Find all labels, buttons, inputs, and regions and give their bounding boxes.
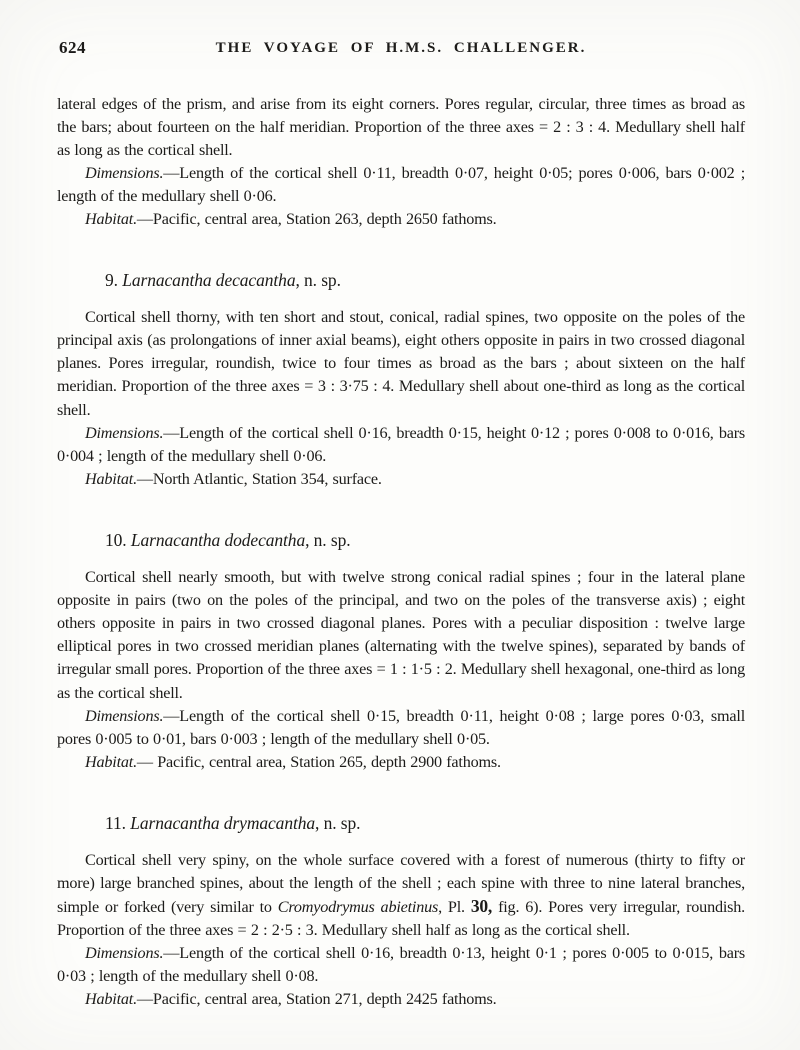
species-section-11 [57, 812, 745, 1011]
page-header [57, 38, 745, 62]
species-heading [105, 529, 745, 552]
dimensions-label: Dimensions. [85, 707, 164, 725]
species-suffix: , n. sp. [295, 270, 341, 290]
dimensions-text: —Length of the cortical shell 0·16, breadth 0·13, height 0·1 ; pores 0·005 to 0·015, bars 0·03 ; length of the medullary shell 0·08. [57, 944, 745, 985]
description-bold-text: 30, [470, 896, 493, 916]
habitat-paragraph [57, 988, 745, 1011]
dimensions-paragraph [57, 705, 745, 751]
page-body [57, 93, 745, 1011]
species-section-10 [57, 529, 745, 774]
continuation-section [57, 93, 745, 231]
species-number: 10. [105, 530, 131, 550]
habitat-label: Habitat. [85, 470, 137, 488]
dimensions-label: Dimensions. [85, 944, 164, 962]
running-title: THE VOYAGE OF H.M.S. CHALLENGER. [215, 40, 587, 56]
species-heading [105, 269, 745, 292]
habitat-label: Habitat. [85, 753, 137, 771]
species-description [57, 566, 745, 705]
habitat-text: —North Atlantic, Station 354, surface. [136, 470, 382, 488]
dimensions-text: —Length of the cortical shell 0·16, breadth 0·15, height 0·12 ; pores 0·008 to 0·016, bars 0·004 ; length of the medullary shell 0·06. [57, 424, 745, 465]
habitat-text: —Pacific, central area, Station 263, depth 2650 fathoms. [136, 210, 497, 228]
dimensions-label: Dimensions. [85, 164, 164, 182]
description-italic-text: Cromyodrymus abietinus [277, 898, 439, 916]
species-number: 9. [105, 270, 123, 290]
continuation-habitat-paragraph [57, 208, 745, 231]
dimensions-paragraph [57, 422, 745, 468]
habitat-paragraph [57, 751, 745, 774]
species-suffix: , n. sp. [305, 530, 351, 550]
description-text: , Pl. [438, 898, 471, 916]
page-number: 624 [59, 38, 86, 57]
description-text: Cortical shell very spiny, on the whole surface covered with a forest of numerous (thirty to fifty or more) large branched spines, about the length of the shell ; each spine with three to nine lateral branches, simple or forked (very similar to [57, 851, 745, 916]
species-description [57, 306, 745, 422]
species-name: Larnacantha drymacantha [130, 813, 316, 833]
species-name: Larnacantha dodecantha [130, 530, 306, 550]
dimensions-text: —Length of the cortical shell 0·11, breadth 0·07, height 0·05; pores 0·006, bars 0·002 ; length of the medullary shell 0·06. [57, 164, 745, 205]
dimensions-text: —Length of the cortical shell 0·15, breadth 0·11, height 0·08 ; large pores 0·03, small pores 0·005 to 0·01, bars 0·003 ; length of the medullary shell 0·05. [57, 707, 745, 748]
habitat-label: Habitat. [85, 990, 137, 1008]
species-number: 11. [105, 813, 131, 833]
dimensions-label: Dimensions. [85, 424, 164, 442]
continuation-dimensions-paragraph [57, 162, 745, 208]
species-description [57, 849, 745, 942]
habitat-paragraph [57, 468, 745, 491]
description-text: fig. 6). Pores very irregular, roundish. Proportion of the three axes = 2 : 2·5 : 3. Medullary shell half as long as the cortical shell. [57, 898, 745, 939]
species-suffix: , n. sp. [315, 813, 361, 833]
habitat-text: — Pacific, central area, Station 265, depth 2900 fathoms. [136, 753, 501, 771]
species-section-9 [57, 269, 745, 491]
habitat-text: —Pacific, central area, Station 271, depth 2425 fathoms. [136, 990, 497, 1008]
description-text: Cortical shell nearly smooth, but with twelve strong conical radial spines ; four in the lateral plane opposite in pairs (two on the poles of the principal, and two on the poles of the transverse axis) ; eight others opposite in pairs in two crossed diagonal planes. Pores with a peculiar disposition : twelve large elliptical pores in two crossed meridian planes (alternating with the twelve spines), separated by bands of irregular small pores. Proportion of the three axes = 1 : 1·5 : 2. Medullary shell hexagonal, one-third as long as the cortical shell. [57, 568, 745, 702]
habitat-label: Habitat. [85, 210, 137, 228]
species-heading [105, 812, 745, 835]
description-text: Cortical shell thorny, with ten short and stout, conical, radial spines, two opposite on the poles of the principal axis (as prolongations of inner axial beams), eight others opposite in pairs in two crossed diagonal planes. Pores irregular, roundish, twice to four times as broad as the bars ; about sixteen on the half meridian. Proportion of the three axes = 3 : 3·75 : 4. Medullary shell about one-third as long as the cortical shell. [57, 308, 745, 419]
species-name: Larnacantha decacantha [122, 270, 296, 290]
dimensions-paragraph [57, 942, 745, 988]
continuation-paragraph: lateral edges of the prism, and arise from its eight corners. Pores regular, circular, three times as broad as the bars; about fourteen on the half meridian. Proportion of the three axes = 2 : 3 : 4. Medullary shell half as long as the cortical shell. [57, 95, 745, 159]
